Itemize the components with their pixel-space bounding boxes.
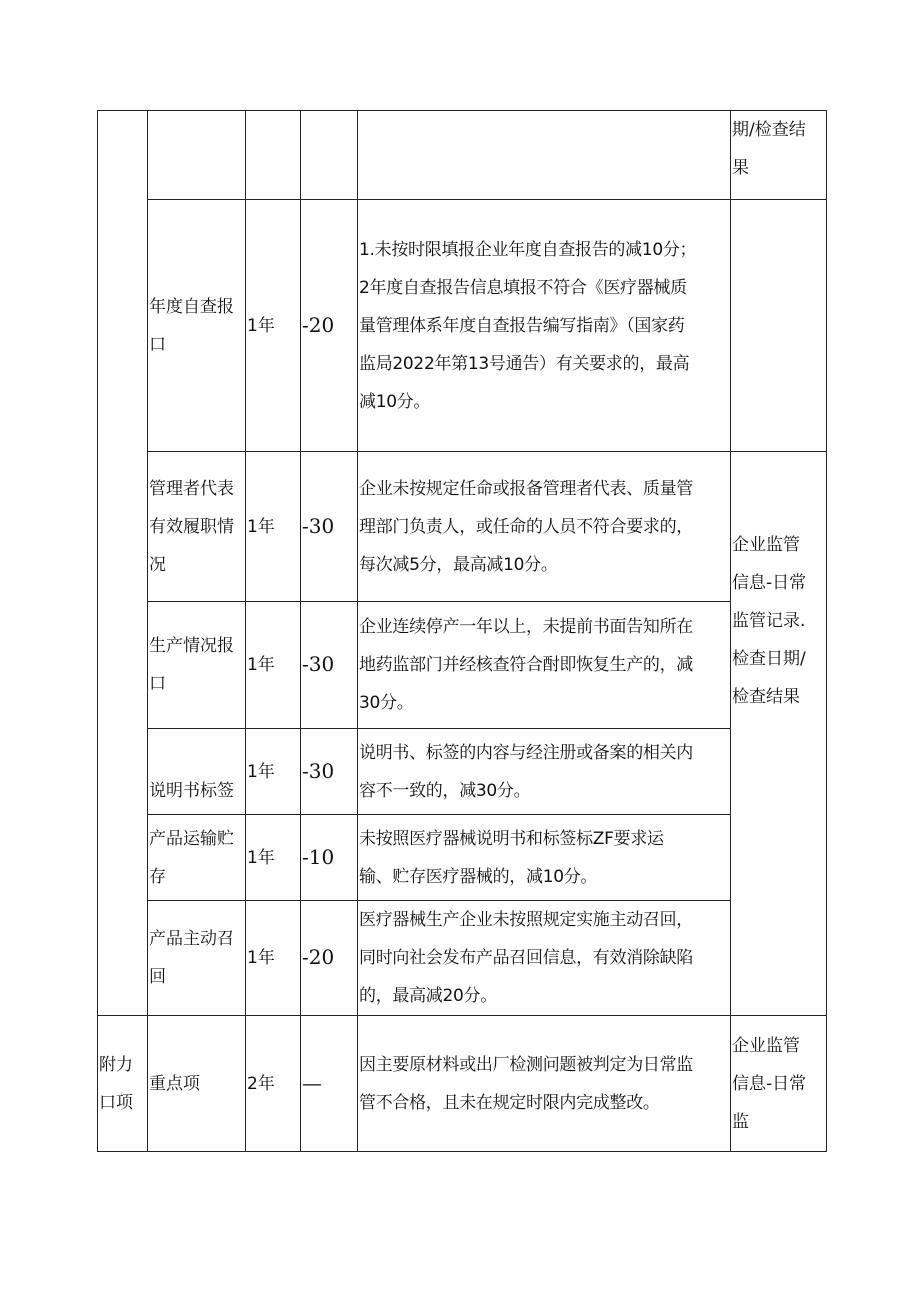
category-line: 附力: [99, 1054, 133, 1075]
desc-cell: [358, 1016, 731, 1152]
cycle-value: 1年: [247, 847, 275, 868]
desc-cell: [358, 111, 731, 200]
item-line: 产品运输贮: [149, 828, 234, 849]
item-line: 管理者代表: [149, 478, 234, 499]
desc-line: 未按照医疗器械说明书和标签标ZF要求运: [359, 828, 664, 849]
cycle-cell: [246, 729, 301, 815]
table-row: [98, 111, 827, 200]
score-value: -30: [302, 513, 335, 538]
source-cell: [731, 111, 827, 200]
source-line: 信息-日常: [732, 572, 807, 593]
desc-cell: [358, 452, 731, 602]
desc-line: 容不一致的，减30分。: [359, 780, 531, 801]
item-line: 说明书标签: [149, 781, 234, 801]
score-cell: [301, 1016, 358, 1152]
source-line: 期/检查结: [732, 120, 806, 140]
item-line: 有效履职情: [149, 516, 234, 537]
category-cell: [98, 1016, 148, 1152]
desc-line: 说明书、标签的内容与经注册或备案的相关内: [359, 742, 693, 763]
desc-line: 管不合格，且未在规定时限内完成整改。: [359, 1092, 660, 1113]
cycle-cell: [246, 452, 301, 602]
table-row: [98, 200, 827, 452]
cycle-value: 2年: [247, 1073, 275, 1094]
cycle-value: 1年: [247, 948, 275, 968]
source-line: 果: [732, 158, 749, 178]
item-line: 口: [149, 674, 166, 694]
item-cell: [148, 602, 246, 729]
item-cell: [148, 729, 246, 815]
desc-line: 监局2022年第13号通告）有关要求的，最高: [359, 353, 690, 374]
desc-line: 医疗器械生产企业未按照规定实施主动召回，: [359, 910, 693, 930]
score-cell: [301, 602, 358, 729]
cycle-cell: [246, 1016, 301, 1152]
desc-line: 因主要原材料或出厂检测问题被判定为日常监: [359, 1054, 693, 1075]
cycle-cell: [246, 200, 301, 452]
source-cell: [731, 200, 827, 452]
item-cell: [148, 901, 246, 1016]
item-line: 况: [149, 554, 166, 575]
source-cell: [731, 1016, 827, 1152]
desc-line: 1.未按时限填报企业年度自查报告的减10分；: [359, 239, 697, 260]
item-line: 存: [149, 866, 166, 887]
item-line: 回: [149, 967, 166, 987]
score-value: -10: [302, 844, 335, 869]
desc-line: 2年度自查报告信息填报不符合《医疗器械质: [359, 277, 687, 298]
score-cell: [301, 200, 358, 452]
source-line: 检查结果: [732, 686, 800, 707]
item-cell: [148, 111, 246, 200]
score-cell: [301, 452, 358, 602]
desc-cell: [358, 815, 731, 901]
table-row: [98, 815, 827, 901]
table-row: [98, 602, 827, 729]
score-cell: [301, 729, 358, 815]
item-line: 生产情况报: [149, 636, 234, 656]
cycle-cell: [246, 111, 301, 200]
source-line: 监: [732, 1111, 749, 1132]
desc-line: 理部门负责人，或任命的人员不符合要求的，: [359, 516, 693, 537]
scoring-table: [97, 110, 827, 1152]
desc-line: 每次减5分，最高减10分。: [359, 554, 558, 575]
desc-line: 输、贮存医疗器械的，减10分。: [359, 866, 598, 887]
score-value: -30: [302, 758, 335, 783]
source-line: 信息-日常: [732, 1073, 807, 1094]
score-cell: [301, 815, 358, 901]
cycle-value: 1年: [247, 655, 275, 675]
score-value: -20: [302, 312, 335, 337]
item-cell: [148, 200, 246, 452]
score-value: -30: [302, 652, 335, 676]
cycle-cell: [246, 602, 301, 729]
desc-line: 同时向社会发布产品召回信息，有效消除缺陷: [359, 948, 693, 968]
source-line: 监管记录.: [732, 610, 806, 631]
desc-line: 30分。: [359, 693, 414, 713]
score-cell: [301, 111, 358, 200]
score-value: —: [302, 1070, 322, 1095]
item-line: 重点项: [149, 1073, 200, 1094]
item-line: 口: [149, 334, 166, 355]
table-row: [98, 452, 827, 602]
item-cell: [148, 452, 246, 602]
cycle-value: 1年: [247, 761, 275, 782]
desc-line: 的，最高减20分。: [359, 986, 497, 1006]
cycle-cell: [246, 901, 301, 1016]
desc-line: 减10分。: [359, 391, 431, 412]
category-line: 口项: [99, 1092, 133, 1113]
item-cell: [148, 1016, 246, 1152]
table-row: [98, 901, 827, 1016]
source-line: 企业监管: [732, 1035, 800, 1056]
cycle-cell: [246, 815, 301, 901]
category-cell-empty: [98, 111, 148, 1016]
desc-cell: [358, 602, 731, 729]
desc-line: 量管理体系年度自查报告编写指南》（国家药: [359, 315, 685, 336]
item-cell: [148, 815, 246, 901]
desc-line: 地药监部门并经核查符合酎即恢复生产的，减: [359, 655, 693, 675]
desc-cell: [358, 729, 731, 815]
cycle-value: 1年: [247, 315, 275, 336]
source-line: 企业监管: [732, 534, 800, 555]
table-row: [98, 1016, 827, 1152]
score-value: -20: [302, 945, 335, 969]
source-line: 检查日期/: [732, 648, 806, 669]
cycle-value: 1年: [247, 516, 275, 537]
score-cell: [301, 901, 358, 1016]
desc-line: 企业未按规定任命或报备管理者代表、质量管: [359, 478, 693, 499]
desc-line: 企业连续停产一年以上，未提前书面告知所在: [359, 617, 693, 637]
desc-cell: [358, 901, 731, 1016]
table-row: [98, 729, 827, 815]
item-line: 产品主动召: [149, 929, 234, 949]
source-cell: [731, 452, 827, 1016]
desc-cell: [358, 200, 731, 452]
item-line: 年度自查报: [149, 296, 234, 317]
